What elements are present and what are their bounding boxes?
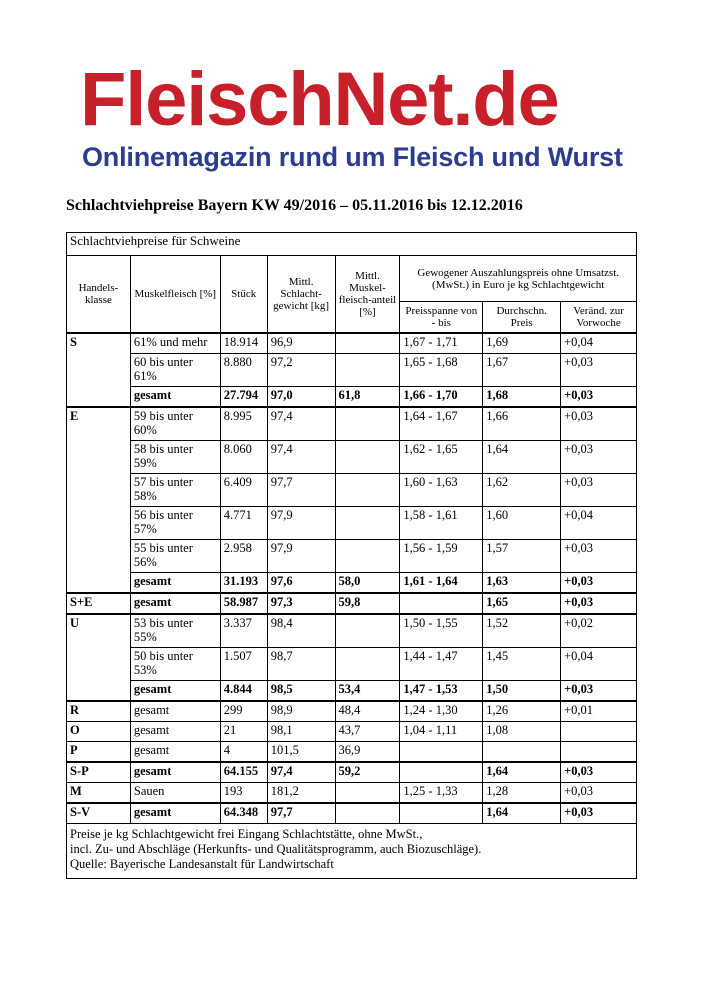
- cell-preis: 1,28: [483, 783, 561, 804]
- cell-anteil: [335, 648, 400, 681]
- cell-gewicht: 101,5: [267, 742, 335, 763]
- cell-preis: 1,67: [483, 354, 561, 387]
- document-title: Schlachtviehpreise Bayern KW 49/2016 – 05.11.2016 bis 12.12.2016: [66, 197, 523, 214]
- cell-muskelfleisch: 60 bis unter 61%: [130, 354, 220, 387]
- cell-veraenderung: +0,03: [561, 593, 637, 614]
- cell-veraenderung: +0,03: [561, 474, 637, 507]
- cell-veraenderung: +0,03: [561, 573, 637, 594]
- cell-veraenderung: +0,03: [561, 681, 637, 702]
- cell-anteil: 61,8: [335, 387, 400, 408]
- cell-class: S+E: [67, 593, 131, 614]
- cell-muskelfleisch: 56 bis unter 57%: [130, 507, 220, 540]
- cell-veraenderung: +0,03: [561, 354, 637, 387]
- cell-anteil: [335, 474, 400, 507]
- cell-stueck: 8.880: [220, 354, 267, 387]
- cell-spanne: 1,56 - 1,59: [400, 540, 483, 573]
- cell-muskelfleisch: 61% und mehr: [130, 333, 220, 354]
- cell-muskelfleisch: Sauen: [130, 783, 220, 804]
- cell-class: O: [67, 722, 131, 742]
- note-source: Quelle: Bayerische Landesanstalt für Landwirtschaft: [70, 857, 334, 871]
- cell-spanne: [400, 803, 483, 824]
- cell-class: S: [67, 333, 131, 407]
- cell-class: E: [67, 407, 131, 593]
- table-row: [67, 474, 637, 507]
- cell-preis: 1,66: [483, 407, 561, 441]
- cell-muskelfleisch: 55 bis unter 56%: [130, 540, 220, 573]
- cell-class: P: [67, 742, 131, 763]
- price-table: [66, 232, 637, 879]
- cell-veraenderung: +0,03: [561, 762, 637, 783]
- cell-anteil: [335, 783, 400, 804]
- cell-stueck: 4: [220, 742, 267, 763]
- header-veraenderung: Veränd. zur Vorwoche: [561, 302, 637, 334]
- cell-stueck: 18.914: [220, 333, 267, 354]
- cell-spanne: 1,65 - 1,68: [400, 354, 483, 387]
- cell-stueck: 6.409: [220, 474, 267, 507]
- table-row: [67, 507, 637, 540]
- cell-anteil: [335, 540, 400, 573]
- cell-veraenderung: [561, 742, 637, 763]
- header-price-group: Gewogener Auszahlungspreis ohne Umsatzst. (MwSt.) in Euro je kg Schlachtgewicht: [400, 256, 637, 302]
- cell-veraenderung: +0,03: [561, 540, 637, 573]
- cell-veraenderung: +0,04: [561, 648, 637, 681]
- cell-muskelfleisch: gesamt: [130, 803, 220, 824]
- header-gewicht: Mittl. Schlacht-gewicht [kg]: [267, 256, 335, 334]
- cell-gewicht: 97,7: [267, 474, 335, 507]
- table-row: [67, 407, 637, 441]
- cell-stueck: 8.060: [220, 441, 267, 474]
- cell-spanne: 1,62 - 1,65: [400, 441, 483, 474]
- cell-preis: 1,64: [483, 762, 561, 783]
- cell-class: R: [67, 701, 131, 722]
- cell-gewicht: 98,5: [267, 681, 335, 702]
- header-durchschnitt: Durchschn. Preis: [483, 302, 561, 334]
- cell-anteil: [335, 803, 400, 824]
- brand-logo: FleischNet.de: [80, 57, 559, 142]
- cell-muskelfleisch: gesamt: [130, 701, 220, 722]
- cell-muskelfleisch: 53 bis unter 55%: [130, 614, 220, 648]
- cell-muskelfleisch: gesamt: [130, 722, 220, 742]
- cell-stueck: 8.995: [220, 407, 267, 441]
- cell-anteil: 58,0: [335, 573, 400, 594]
- table-row-total: [67, 387, 637, 408]
- table-notes-row: [67, 824, 637, 879]
- table-caption: Schlachtviehpreise für Schweine: [67, 233, 637, 256]
- cell-gewicht: 98,1: [267, 722, 335, 742]
- note-line: incl. Zu- und Abschläge (Herkunfts- und Qualitätsprogramm, auch Biozuschläge).: [70, 842, 482, 856]
- cell-spanne: 1,50 - 1,55: [400, 614, 483, 648]
- cell-preis: 1,62: [483, 474, 561, 507]
- cell-preis: 1,08: [483, 722, 561, 742]
- cell-preis: 1,50: [483, 681, 561, 702]
- cell-preis: 1,64: [483, 441, 561, 474]
- table-row: [67, 441, 637, 474]
- header-handelsklasse: Handels-klasse: [67, 256, 131, 334]
- cell-gewicht: 97,9: [267, 540, 335, 573]
- header-muskelfleisch: Muskelfleisch [%]: [130, 256, 220, 334]
- cell-gewicht: 181,2: [267, 783, 335, 804]
- cell-anteil: 48,4: [335, 701, 400, 722]
- cell-preis: 1,63: [483, 573, 561, 594]
- cell-gewicht: 97,0: [267, 387, 335, 408]
- cell-anteil: 43,7: [335, 722, 400, 742]
- cell-stueck: 2.958: [220, 540, 267, 573]
- cell-spanne: 1,24 - 1,30: [400, 701, 483, 722]
- header-anteil: Mittl. Muskel-fleisch-anteil [%]: [335, 256, 400, 334]
- cell-gewicht: 97,4: [267, 762, 335, 783]
- cell-gewicht: 97,7: [267, 803, 335, 824]
- cell-preis: 1,60: [483, 507, 561, 540]
- cell-preis: 1,57: [483, 540, 561, 573]
- cell-veraenderung: +0,03: [561, 441, 637, 474]
- cell-anteil: [335, 614, 400, 648]
- cell-gewicht: 97,9: [267, 507, 335, 540]
- cell-muskelfleisch: gesamt: [130, 762, 220, 783]
- brand-tagline: Onlinemagazin rund um Fleisch und Wurst: [82, 142, 623, 172]
- cell-stueck: 1.507: [220, 648, 267, 681]
- cell-muskelfleisch: 57 bis unter 58%: [130, 474, 220, 507]
- cell-muskelfleisch: gesamt: [130, 742, 220, 763]
- cell-class: M: [67, 783, 131, 804]
- note-line: Preise je kg Schlachtgewicht frei Eingang Schlachtstätte, ohne MwSt.,: [70, 827, 423, 841]
- header-stueck: Stück: [220, 256, 267, 334]
- cell-class: S-P: [67, 762, 131, 783]
- cell-muskelfleisch: gesamt: [130, 573, 220, 594]
- table-row: [67, 540, 637, 573]
- cell-gewicht: 97,3: [267, 593, 335, 614]
- cell-preis: 1,26: [483, 701, 561, 722]
- cell-preis: 1,65: [483, 593, 561, 614]
- cell-spanne: 1,60 - 1,63: [400, 474, 483, 507]
- cell-spanne: 1,61 - 1,64: [400, 573, 483, 594]
- cell-preis: 1,52: [483, 614, 561, 648]
- cell-spanne: 1,67 - 1,71: [400, 333, 483, 354]
- cell-stueck: 64.348: [220, 803, 267, 824]
- table-notes: [67, 824, 637, 879]
- cell-stueck: 4.844: [220, 681, 267, 702]
- table-row-total: [67, 803, 637, 824]
- cell-spanne: 1,44 - 1,47: [400, 648, 483, 681]
- table-row: [67, 701, 637, 722]
- cell-anteil: 59,2: [335, 762, 400, 783]
- table-row: [67, 742, 637, 763]
- cell-spanne: 1,64 - 1,67: [400, 407, 483, 441]
- table-row-total: [67, 762, 637, 783]
- table-row-total: [67, 573, 637, 594]
- cell-veraenderung: [561, 722, 637, 742]
- table-row: [67, 354, 637, 387]
- cell-stueck: 27.794: [220, 387, 267, 408]
- table-row: [67, 648, 637, 681]
- cell-anteil: 53,4: [335, 681, 400, 702]
- cell-stueck: 3.337: [220, 614, 267, 648]
- cell-spanne: [400, 593, 483, 614]
- cell-anteil: [335, 407, 400, 441]
- cell-veraenderung: +0,01: [561, 701, 637, 722]
- cell-veraenderung: +0,04: [561, 507, 637, 540]
- cell-muskelfleisch: 58 bis unter 59%: [130, 441, 220, 474]
- cell-gewicht: 98,7: [267, 648, 335, 681]
- cell-veraenderung: +0,03: [561, 387, 637, 408]
- table-row-total: [67, 593, 637, 614]
- cell-veraenderung: +0,04: [561, 333, 637, 354]
- cell-muskelfleisch: gesamt: [130, 387, 220, 408]
- cell-anteil: [335, 354, 400, 387]
- cell-veraenderung: +0,02: [561, 614, 637, 648]
- cell-class: U: [67, 614, 131, 701]
- cell-spanne: 1,04 - 1,11: [400, 722, 483, 742]
- cell-stueck: 31.193: [220, 573, 267, 594]
- table-row: [67, 614, 637, 648]
- table-row: [67, 783, 637, 804]
- cell-gewicht: 97,2: [267, 354, 335, 387]
- cell-muskelfleisch: 59 bis unter 60%: [130, 407, 220, 441]
- cell-spanne: 1,47 - 1,53: [400, 681, 483, 702]
- table-row: [67, 333, 637, 354]
- cell-preis: 1,45: [483, 648, 561, 681]
- cell-veraenderung: +0,03: [561, 407, 637, 441]
- cell-anteil: [335, 441, 400, 474]
- cell-stueck: 299: [220, 701, 267, 722]
- table-row: [67, 722, 637, 742]
- table-row-total: [67, 681, 637, 702]
- cell-preis: 1,68: [483, 387, 561, 408]
- cell-preis: 1,69: [483, 333, 561, 354]
- cell-muskelfleisch: gesamt: [130, 681, 220, 702]
- cell-veraenderung: +0,03: [561, 803, 637, 824]
- cell-preis: [483, 742, 561, 763]
- cell-gewicht: 98,9: [267, 701, 335, 722]
- cell-spanne: [400, 762, 483, 783]
- cell-stueck: 58.987: [220, 593, 267, 614]
- cell-anteil: [335, 333, 400, 354]
- cell-anteil: 36,9: [335, 742, 400, 763]
- cell-preis: 1,64: [483, 803, 561, 824]
- cell-stueck: 64.155: [220, 762, 267, 783]
- cell-class: S-V: [67, 803, 131, 824]
- cell-gewicht: 96,9: [267, 333, 335, 354]
- cell-anteil: 59,8: [335, 593, 400, 614]
- cell-stueck: 193: [220, 783, 267, 804]
- cell-gewicht: 97,4: [267, 441, 335, 474]
- cell-spanne: [400, 742, 483, 763]
- cell-anteil: [335, 507, 400, 540]
- cell-stueck: 4.771: [220, 507, 267, 540]
- cell-gewicht: 98,4: [267, 614, 335, 648]
- cell-spanne: 1,58 - 1,61: [400, 507, 483, 540]
- cell-spanne: 1,66 - 1,70: [400, 387, 483, 408]
- cell-muskelfleisch: 50 bis unter 53%: [130, 648, 220, 681]
- cell-stueck: 21: [220, 722, 267, 742]
- cell-muskelfleisch: gesamt: [130, 593, 220, 614]
- cell-gewicht: 97,6: [267, 573, 335, 594]
- cell-veraenderung: +0,03: [561, 783, 637, 804]
- cell-gewicht: 97,4: [267, 407, 335, 441]
- header-preisspanne: Preisspanne von - bis: [400, 302, 483, 334]
- cell-spanne: 1,25 - 1,33: [400, 783, 483, 804]
